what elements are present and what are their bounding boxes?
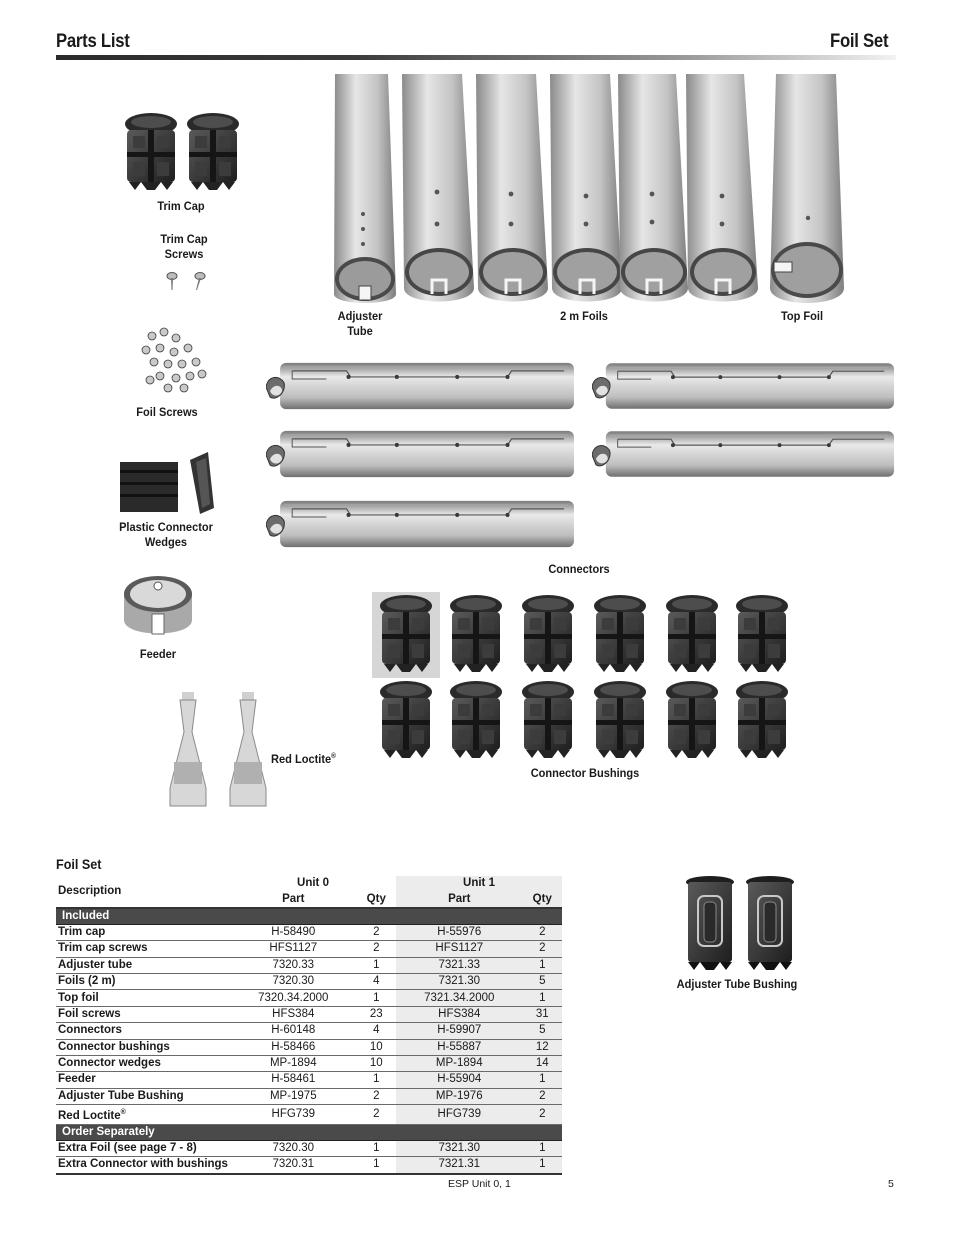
table-row xyxy=(56,1157,562,1174)
unit1-part: H-55904 xyxy=(396,1072,523,1088)
unit1-qty: 1 xyxy=(523,957,562,973)
connector-image xyxy=(266,426,578,482)
unit1-qty: 1 xyxy=(523,1140,562,1156)
parts-table xyxy=(56,876,562,1175)
unit0-part-header: Part xyxy=(230,891,357,907)
unit1-part: HFS1127 xyxy=(396,941,523,957)
row-description: Foil screws xyxy=(56,1006,230,1022)
unit0-part: H-58461 xyxy=(230,1072,357,1088)
footer-label: ESP Unit 0, 1 xyxy=(448,1178,511,1190)
unit1-qty: 31 xyxy=(523,1006,562,1022)
connector-image xyxy=(592,358,898,414)
unit0-qty: 1 xyxy=(357,957,396,973)
row-description: Adjuster tube xyxy=(56,957,230,973)
table-group-row xyxy=(56,1124,562,1140)
trim-cap-screws-caption: Trim Cap Screws xyxy=(160,232,208,261)
unit1-qty: 2 xyxy=(523,941,562,957)
feeder-image xyxy=(120,570,196,640)
table-group-row xyxy=(56,908,562,925)
table-row xyxy=(56,924,562,940)
page-number: 5 xyxy=(888,1178,894,1190)
unit1-part: HFS384 xyxy=(396,1006,523,1022)
connector-image xyxy=(592,426,898,482)
foil-shape xyxy=(476,74,548,302)
unit0-part: HFG739 xyxy=(230,1105,357,1125)
registered-mark: ® xyxy=(120,1109,126,1117)
unit0-qty: 2 xyxy=(357,1088,396,1104)
unit0-part: 7320.34.2000 xyxy=(230,990,357,1006)
top-foil-shape xyxy=(770,74,844,303)
connector-image xyxy=(266,358,578,414)
unit0-qty: 1 xyxy=(357,990,396,1006)
unit0-qty: 10 xyxy=(357,1039,396,1055)
red-loctite-caption: Red Loctite® xyxy=(271,752,336,766)
unit0-part: MP-1975 xyxy=(230,1088,357,1104)
foils-2m-caption: 2 m Foils xyxy=(560,309,608,323)
unit1-qty: 2 xyxy=(523,924,562,940)
unit1-qty-header: Qty xyxy=(523,891,562,907)
unit1-part: MP-1976 xyxy=(396,1088,523,1104)
unit1-part-header: Part xyxy=(396,891,523,907)
row-description: Feeder xyxy=(56,1072,230,1088)
row-description: Extra Foil (see page 7 - 8) xyxy=(56,1140,230,1156)
table-title: Foil Set xyxy=(56,856,102,872)
plastic-connector-wedges-caption: Plastic Connector Wedges xyxy=(119,520,213,549)
unit1-part: 7321.30 xyxy=(396,1140,523,1156)
table-row xyxy=(56,1039,562,1055)
unit0-part: HFS384 xyxy=(230,1006,357,1022)
row-description: Trim cap screws xyxy=(56,941,230,957)
unit0-qty: 1 xyxy=(357,1157,396,1174)
unit0-part: 7320.33 xyxy=(230,957,357,973)
unit1-qty: 1 xyxy=(523,990,562,1006)
unit1-part: 7321.33 xyxy=(396,957,523,973)
foil-screws-image xyxy=(130,322,212,398)
unit0-part: 7320.31 xyxy=(230,1157,357,1174)
plastic-connector-wedges-image xyxy=(118,452,216,516)
unit1-qty: 1 xyxy=(523,1072,562,1088)
unit0-header: Unit 0 xyxy=(297,877,329,890)
table-row xyxy=(56,1023,562,1039)
trim-cap-image xyxy=(122,112,246,194)
adjuster-tube-caption: Adjuster Tube xyxy=(337,309,383,338)
unit0-part: H-60148 xyxy=(230,1023,357,1039)
foil-screws-caption: Foil Screws xyxy=(136,405,198,419)
table-row xyxy=(56,941,562,957)
connector-image xyxy=(266,496,578,552)
row-description: Foils (2 m) xyxy=(56,973,230,989)
table-row xyxy=(56,990,562,1006)
unit1-part: 7321.30 xyxy=(396,973,523,989)
page-title: Parts List xyxy=(56,31,130,52)
row-description: Connectors xyxy=(56,1023,230,1039)
unit0-part: HFS1127 xyxy=(230,941,357,957)
connector-bushings-caption: Connector Bushings xyxy=(530,766,640,780)
row-description: Extra Connector with bushings xyxy=(56,1157,230,1174)
foil-shape xyxy=(550,74,622,302)
unit0-qty: 2 xyxy=(357,924,396,940)
row-description: Adjuster Tube Bushing xyxy=(56,1088,230,1104)
unit1-qty: 5 xyxy=(523,973,562,989)
table-header-row xyxy=(56,876,562,891)
unit1-part: H-59907 xyxy=(396,1023,523,1039)
unit0-qty: 4 xyxy=(357,1023,396,1039)
foils-image xyxy=(330,74,900,306)
row-description-text: Red Loctite xyxy=(58,1109,121,1122)
unit0-part: H-58490 xyxy=(230,924,357,940)
unit1-part: 7321.34.2000 xyxy=(396,990,523,1006)
unit1-qty: 2 xyxy=(523,1088,562,1104)
table-row xyxy=(56,1140,562,1156)
unit1-part: 7321.31 xyxy=(396,1157,523,1174)
row-description xyxy=(56,1105,230,1125)
trim-cap-caption: Trim Cap xyxy=(157,199,205,213)
row-description: Connector bushings xyxy=(56,1039,230,1055)
adjuster-tube-shape xyxy=(334,74,396,303)
foil-shape xyxy=(402,74,474,302)
table-row xyxy=(56,1088,562,1104)
trim-cap-screws-image xyxy=(160,270,210,294)
unit0-qty: 2 xyxy=(357,1105,396,1125)
table-row xyxy=(56,1055,562,1071)
table-row xyxy=(56,1006,562,1022)
connector-bushings-image xyxy=(372,592,796,760)
table-row xyxy=(56,1105,562,1125)
row-description: Top foil xyxy=(56,990,230,1006)
unit1-part: H-55976 xyxy=(396,924,523,940)
unit0-part: 7320.30 xyxy=(230,1140,357,1156)
table-row xyxy=(56,973,562,989)
unit1-part: MP-1894 xyxy=(396,1055,523,1071)
adjuster-tube-bushing-caption: Adjuster Tube Bushing xyxy=(676,977,798,991)
unit0-qty: 23 xyxy=(357,1006,396,1022)
unit0-part: 7320.30 xyxy=(230,973,357,989)
adjuster-tube-bushing-image xyxy=(682,876,800,972)
unit0-qty: 1 xyxy=(357,1140,396,1156)
unit0-qty: 10 xyxy=(357,1055,396,1071)
unit0-qty-header: Qty xyxy=(357,891,396,907)
row-description: Trim cap xyxy=(56,924,230,940)
unit0-part: H-58466 xyxy=(230,1039,357,1055)
unit1-part: H-55887 xyxy=(396,1039,523,1055)
unit1-qty: 14 xyxy=(523,1055,562,1071)
table-row xyxy=(56,957,562,973)
section-title: Foil Set xyxy=(830,31,889,52)
unit1-qty: 1 xyxy=(523,1157,562,1174)
connectors-caption: Connectors xyxy=(548,562,610,576)
unit1-part: HFG739 xyxy=(396,1105,523,1125)
foil-shape xyxy=(618,74,688,302)
unit1-qty: 2 xyxy=(523,1105,562,1125)
unit0-qty: 1 xyxy=(357,1072,396,1088)
unit1-qty: 12 xyxy=(523,1039,562,1055)
unit0-qty: 4 xyxy=(357,973,396,989)
unit1-qty: 5 xyxy=(523,1023,562,1039)
table-row xyxy=(56,1072,562,1088)
unit0-qty: 2 xyxy=(357,941,396,957)
red-loctite-image xyxy=(166,692,272,810)
group-label: Included xyxy=(56,908,562,925)
feeder-caption: Feeder xyxy=(139,647,177,661)
unit0-part: MP-1894 xyxy=(230,1055,357,1071)
row-description: Connector wedges xyxy=(56,1055,230,1071)
unit1-header: Unit 1 xyxy=(396,876,562,891)
description-header: Description xyxy=(56,876,230,908)
header-rule xyxy=(56,55,896,60)
foil-shape xyxy=(686,74,758,302)
top-foil-caption: Top Foil xyxy=(780,309,824,323)
group-label: Order Separately xyxy=(56,1124,562,1140)
